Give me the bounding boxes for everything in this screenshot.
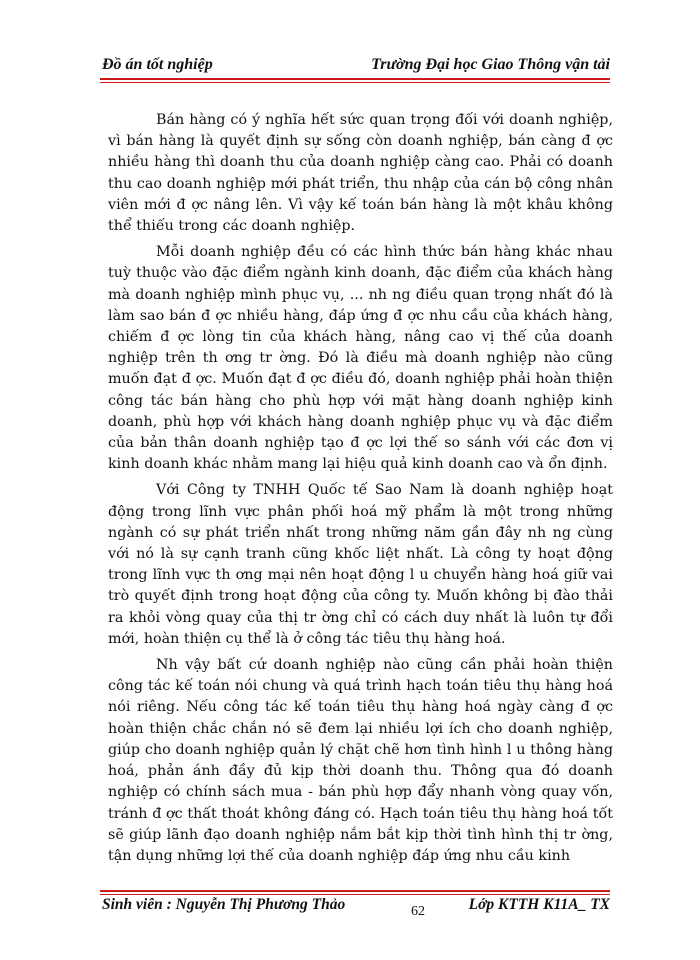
page-number: 62 (411, 904, 425, 919)
footer-student-name: Sinh viên : Nguyễn Thị Phương Thảo (102, 896, 346, 913)
header-university-name: Trường Đại học Giao Thông vận tải (371, 56, 610, 73)
paragraph: Mỗi doanh nghiệp đều có các hình thức bán hàng khác nhau tuỳ thuộc vào đặc điểm ngành kinh doanh, đặc điểm của khách hàng mà doanh nghiệp mình phục vụ, ... nh ng điều quan trọng nhất đó là làm sao bán đ ợc nhiều hàng, đáp ứng đ ợc nhu cầu của khách hàng, chiếm đ ợc lòng tin của khách hàng, nâng cao vị thế của doanh nghiệp trên th ơng tr ờng. Đó là điều mà doanh nghiệp nào cũng muốn đạt đ ợc. Muốn đạt đ ợc điều đó, doanh nghiệp phải hoàn thiện công tác bán hàng cho phù hợp với mặt hàng doanh nghiệp kinh doanh, phù hợp với khách hàng doanh nghiệp phục vụ và đặc điểm của bản thân doanh nghiệp tạo đ ợc lợi thế so sánh với các đơn vị kinh doanh khác nhằm mang lại hiệu quả kinh doanh cao và ổn định. (108, 244, 613, 473)
footer-divider (100, 890, 610, 895)
paragraph: Với Công ty TNHH Quốc tế Sao Nam là doanh nghiệp hoạt động trong lĩnh vực phân phối hoá mỹ phẩm là một trong những ngành có sự phát triển nhất trong những năm gần đây nh ng cùng với nó là sự cạnh tranh cũng khốc liệt nhất. Là công ty hoạt động trong lĩnh vực th ơng mại nên hoạt động l u chuyển hàng hoá giữ vai trò quyết định trong hoạt động của công ty. Muốn không bị đào thải ra khỏi vòng quay của thị tr ờng chỉ có cách duy nhất là luôn tự đổi mới, hoàn thiện cụ thể là ở công tác tiêu thụ hàng hoá. (108, 482, 613, 647)
header-thesis-title: Đồ án tốt nghiệp (102, 56, 213, 73)
page-header (102, 48, 610, 74)
header-divider (100, 78, 610, 83)
footer-class-name: Lớp KTTH K11A_ TX (468, 896, 610, 913)
page-footer (102, 896, 610, 918)
page-body (108, 110, 613, 872)
paragraph: Nh vậy bất cứ doanh nghiệp nào cũng cần phải hoàn thiện công tác kế toán nói chung và quá trình hạch toán tiêu thụ hàng hoá nói riêng. Nếu công tác kế toán tiêu thụ hàng hoá ngày càng đ ợc hoàn thiện chắc chắn nó sẽ đem lại nhiều lợi ích cho doanh nghiệp, giúp cho doanh nghiệp quản lý chặt chẽ hơn tình hình l u thông hàng hoá, phản ánh đầy đủ kịp thời doanh thu. Thông qua đó doanh nghiệp có chính sách mua - bán phù hợp đẩy nhanh vòng quay vốn, tránh đ ợc thất thoát không đáng có. Hạch toán tiêu thụ hàng hoá tốt sẽ giúp lãnh đạo doanh nghiệp nắm bắt kịp thời tình hình thị tr ờng, tận dụng những lợi thế của doanh nghiệp đáp ứng nhu cầu kinh (108, 657, 613, 864)
paragraph: Bán hàng có ý nghĩa hết sức quan trọng đối với doanh nghiệp, vì bán hàng là quyết định sự sống còn doanh nghiệp, bán càng đ ợc nhiều hàng thì doanh thu của doanh nghiệp càng cao. Phải có doanh thu cao doanh nghiệp mới phát triển, thu nhập của cán bộ công nhân viên mới đ ợc nâng lên. Vì vậy kế toán bán hàng là một khâu không thể thiếu trong các doanh nghiệp. (108, 112, 613, 235)
